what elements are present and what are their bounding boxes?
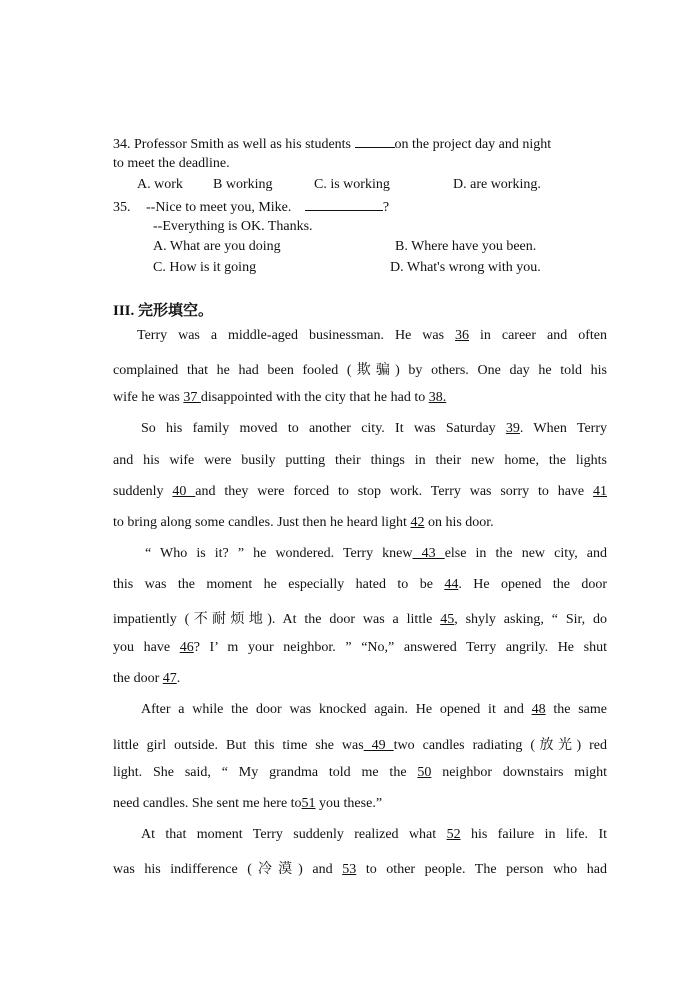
blank-50[interactable]: 50 (417, 765, 432, 780)
blank-37[interactable]: 37 (183, 390, 201, 405)
passage-line-8 (145, 546, 607, 566)
text-run: you have (113, 640, 180, 655)
q35-prompt: --Nice to meet you, Mike. (146, 200, 292, 215)
passage-line-11 (113, 640, 607, 660)
text-run: need candles. She sent me here to (113, 796, 302, 811)
passage-line-10 (113, 608, 607, 628)
blank-47[interactable]: 47 (162, 671, 177, 686)
text-run: , shyly asking, “ Sir, do (454, 612, 607, 627)
q34-option-d[interactable]: D. are working. (453, 177, 541, 192)
passage-line-9 (113, 577, 607, 597)
blank-49[interactable]: 49 (363, 738, 394, 753)
q35-number: 35. (113, 200, 131, 215)
text-run: on his door. (424, 515, 494, 530)
q35-question-mark: ? (382, 200, 390, 215)
blank-40[interactable]: 40 (172, 484, 196, 499)
text-run: ? I’ m your neighbor. ” “No,” answered Terry angrily. He shut (193, 640, 607, 655)
text-run: two candles radiating (放光) red (393, 738, 607, 753)
text-run: Terry was a middle-aged businessman. He was (137, 328, 456, 343)
text-run: After a while the door was knocked again. He opened it and (141, 702, 532, 717)
q35-answer-blank[interactable] (305, 198, 383, 211)
blank-36[interactable]: 36 (455, 328, 470, 343)
text-run: At that moment Terry suddenly realized what (141, 827, 447, 842)
text-run: . When Terry (519, 421, 607, 436)
text-run: impatiently (不耐烦地). At the door was a little (113, 612, 441, 627)
q34-stem-start: 34. Professor Smith as well as his students (113, 137, 351, 152)
text-run: disappointed with the city that he had to (200, 390, 429, 405)
q34-stem-line (113, 135, 551, 153)
blank-38[interactable]: 38. (428, 390, 447, 405)
text-run: little girl outside. But this time she was (113, 738, 364, 753)
passage-line-14 (113, 734, 607, 754)
q35-option-b[interactable]: B. Where have you been. (395, 239, 537, 254)
text-run: and they were forced to stop work. Terry was sorry to have (195, 484, 593, 499)
blank-45[interactable]: 45 (440, 612, 455, 627)
passage-line-3 (113, 390, 446, 406)
blank-48[interactable]: 48 (531, 702, 546, 717)
passage-line-1 (137, 328, 607, 348)
q34-answer-blank[interactable] (355, 135, 395, 148)
blank-52[interactable]: 52 (446, 827, 461, 842)
text-run: in career and often (469, 328, 607, 343)
passage-line-6 (113, 484, 607, 504)
blank-42[interactable]: 42 (410, 515, 425, 530)
section-heading: III. 完形填空。 (113, 303, 214, 319)
text-run: his failure in life. It (460, 827, 607, 842)
text-run: was his indifference (冷漠) and (113, 862, 343, 877)
q35-reply: --Everything is OK. Thanks. (153, 219, 313, 234)
blank-39[interactable]: 39 (505, 421, 520, 436)
blank-41[interactable]: 41 (593, 484, 607, 499)
text-run: the same (545, 702, 607, 717)
text-run: light. She said, “ My grandma told me the (113, 765, 418, 780)
blank-53[interactable]: 53 (342, 862, 357, 877)
passage-line-4 (141, 421, 607, 441)
text-run: you these.” (315, 796, 383, 811)
q34-option-c[interactable]: C. is working (314, 177, 390, 192)
text-run: . He opened the door (458, 577, 607, 592)
q35-option-a[interactable]: A. What are you doing (153, 239, 281, 254)
blank-51[interactable]: 51 (301, 796, 316, 811)
passage-line-13 (141, 702, 607, 722)
text-run: suddenly (113, 484, 173, 499)
text-run: to bring along some candles. Just then he heard light (113, 515, 411, 530)
passage-line-18 (113, 858, 607, 878)
passage-line-17 (141, 827, 607, 847)
blank-46[interactable]: 46 (179, 640, 194, 655)
text-run: neighbor downstairs might (431, 765, 607, 780)
blank-43[interactable]: 43 (412, 546, 445, 561)
text-run: this was the moment he especially hated to be (113, 577, 445, 592)
text-run: the door (113, 671, 163, 686)
passage-line-16 (113, 796, 382, 812)
q35-option-d[interactable]: D. What's wrong with you. (390, 260, 541, 275)
text-run: wife he was (113, 390, 184, 405)
passage-line-2: complained that he had been fooled (欺骗) by others. One day he told his (113, 363, 607, 378)
text-run: So his family moved to another city. It was Saturday (141, 421, 506, 436)
q34-option-a[interactable]: A. work (137, 177, 183, 192)
passage-line-5: and his wife were busily putting their things in their new home, the lights (113, 453, 607, 468)
passage-line-15 (113, 765, 607, 785)
q34-stem-line-2: to meet the deadline. (113, 156, 230, 171)
passage-line-7 (113, 515, 494, 531)
passage-line-12 (113, 671, 180, 687)
q34-option-b[interactable]: B working (213, 177, 273, 192)
blank-44[interactable]: 44 (444, 577, 459, 592)
q35-option-c[interactable]: C. How is it going (153, 260, 257, 275)
q35-stem-line (113, 198, 389, 216)
q34-stem-end: on the project day and night (394, 137, 552, 152)
text-run: to other people. The person who had (356, 862, 607, 877)
text-run: . (176, 671, 181, 686)
text-run: else in the new city, and (444, 546, 607, 561)
text-run: “ Who is it? ” he wondered. Terry knew (145, 546, 413, 561)
